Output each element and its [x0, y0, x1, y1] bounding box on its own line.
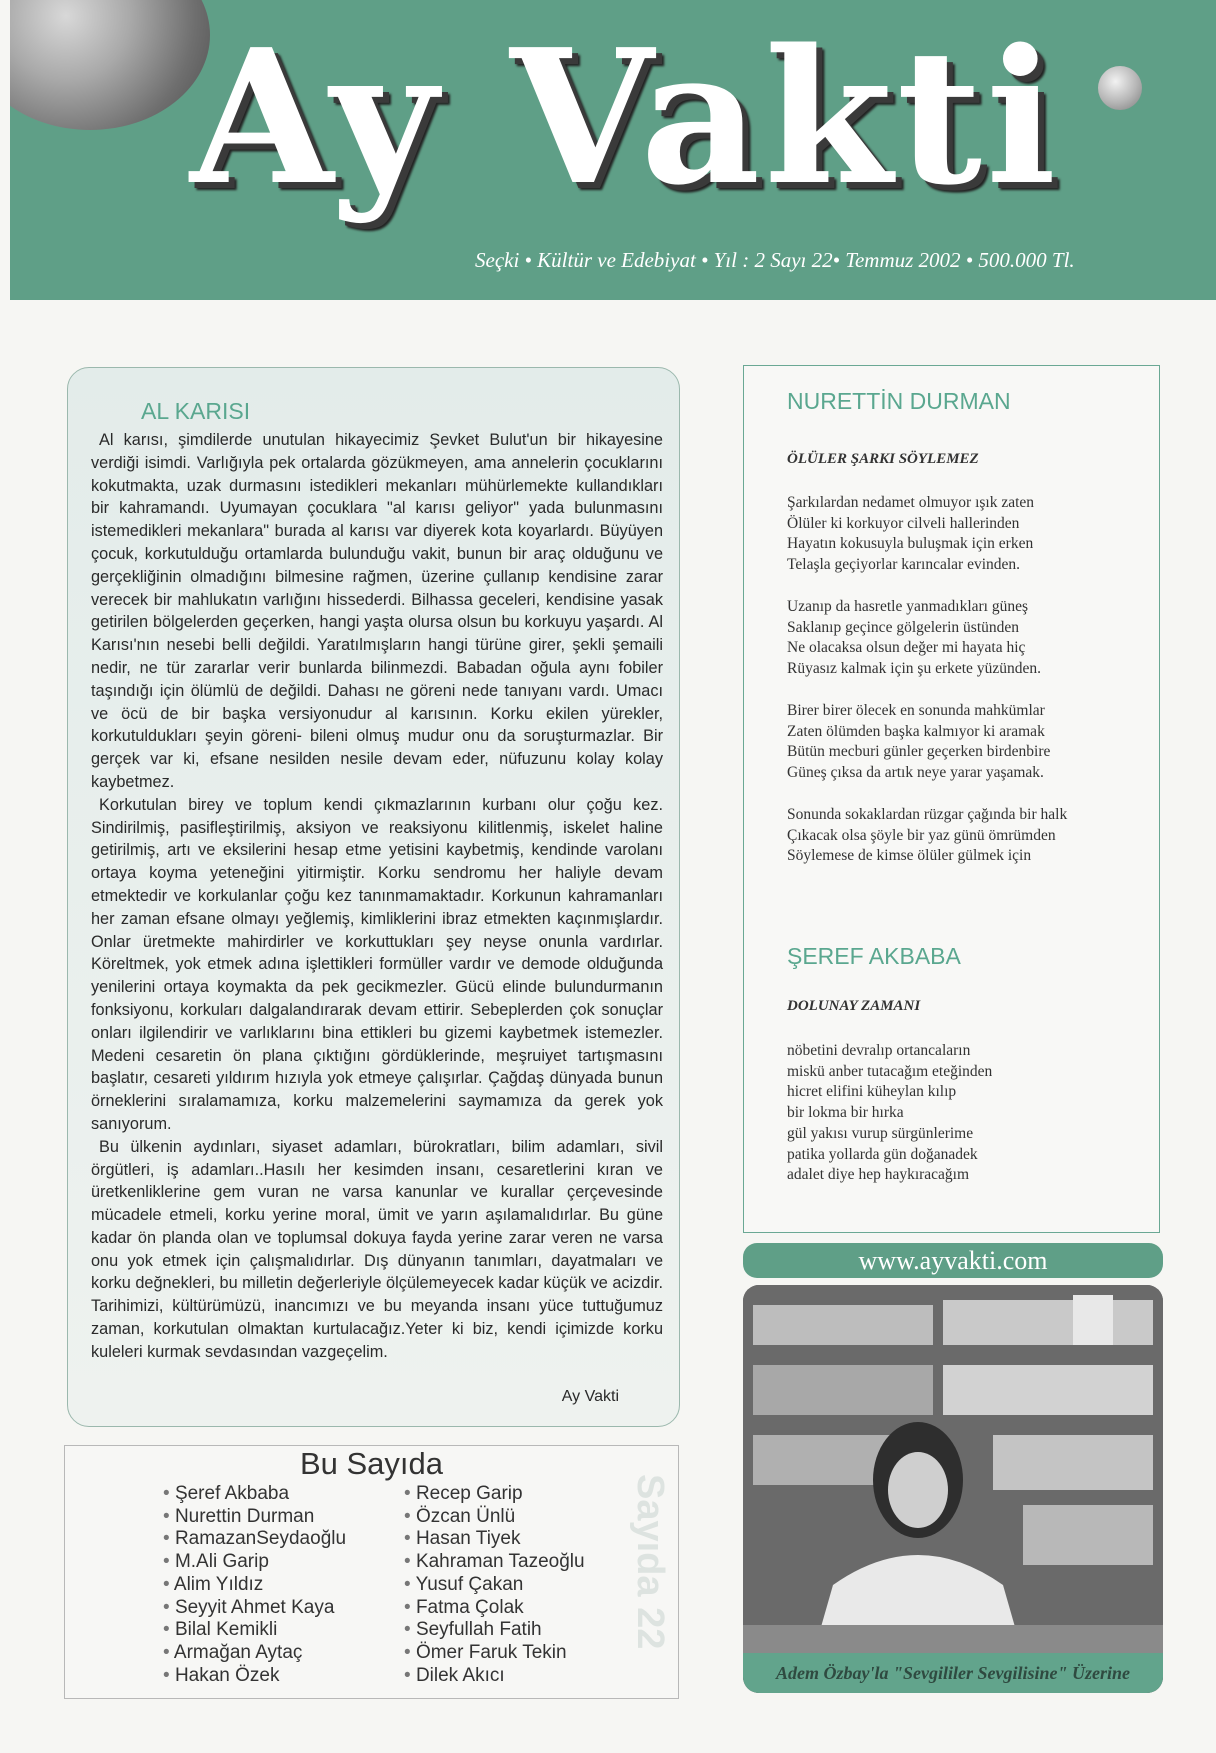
photo-caption: Adem Özbay'la "Sevgililer Sevgilisine" Üzerine: [743, 1653, 1163, 1693]
contributor: • Alim Yıldız: [163, 1574, 346, 1597]
poem-line: Çıkacak olsa şöyle bir yaz günü ömrümden: [787, 826, 1056, 844]
article-paragraph: Al karısı, şimdilerde unutulan hikayecimiz Şevket Bulut'un bir hikayesine verdiği isimdi. Varlığıyla pek ortalarda gözükmeyen, ama annelerin çocuklarını kokutmakta, uzak durmasını istedikleri mekanları mühürlemekte kullandıkları bir kahramandı. Uyumayan çocuklara "al karısı geliyor" yada bulunmasını istemedikleri mekanlara" burada al karısı var diyerek kota koyarlardı. Büyüyen çocuk, korkutulduğu ortamlarda bulunduğu vakit, bunun bir araç olduğunu ve gerçekliğinin olmadığını bilmesine rağmen, üzerine çullanıp kendisine zarar verecek bir mahlukatın varlığını hissederdi. Bilhassa geceleri, kendisine yasak getirilen bölgelerden geçerken, hangi yaşta olursa olsun bu korkuyu yaşardı. Al Karısı'nın nesebi belli değildi. Yaratılmışların hangi türüne girer, şekli şemaili nedir, ne tür zararlar verir bunlarda bilinmezdi. Babadan oğula aynı fobiler taşındığı için ölümlü de değildi. Dahası ne göreni nede tanıyanı vardı. Umacı ve öcü de bir başka versiyonudur al karısının. Korku ekilen yürekler, korkutuldukları şeyin göreni- bileni olmuş mudur onu da soruşturmazlar. Bir gerçek var ki, efsane nesilden nesile devam eder, nüfuzunu kolay kolay kaybetmez.: [91, 431, 663, 791]
watermark: Sayıda 22: [629, 1474, 671, 1650]
interview-photo: [743, 1285, 1163, 1693]
article-paragraph: Korkutulan birey ve toplum kendi çıkmazlarının kurbanı olur çoğu kez. Sindirilmiş, pasifleştirilmiş, aksiyon ve reaksiyonu kilitlenmiş, iskelet haline getirilmiş, artı ve eksilerini hesap etme yetisini kaybetmiş, kendinde varolanı ortaya koyma yeteneğini yitirmiştir. Korku sendromu her haliyle devam etmektedir ve korkulanlar çoğu kez tanınmamaktadır. Korkunun kahramanları her zaman efsane olmayı yeğlemiş, kimliklerini ibraz etmekten kaçınmışlardır. Onlar üretmekte mahirdirler ve korkuttukları şey neyse onunla vardırlar. Köreltmek, yok etmek adına işlettikleri formüller vardır ve demode olduğunda yenilerini ortaya koymakta da pek gecikmezler. Gücü elinde bulundurmanın fonksiyonu, korkuları dalgalandırarak devam ettirir. Sebeplerden çok sonuçlar onları ilgilendirir ve varlıklarını bina ettikleri bu gizemi kaybetmek istemezler. Medeni cesaretin ön plana çıktığını gördüklerinde, meşruiyet tartışmasını başlatır, cesareti yıldırım hızıyla yok etmeye çalışırlar. Çağdaş dünyada bunun örneklerini sıralamamıza, korku malzemelerini saymamıza da gerek yok sanıyorum.: [91, 795, 663, 1133]
contributors-right: [404, 1483, 585, 1687]
poem-line: Rüyasız kalmak için şu erkete yüzünden.: [787, 660, 1041, 678]
editorial-article: [67, 367, 680, 1427]
website-link[interactable]: www.ayvakti.com: [743, 1243, 1163, 1278]
masthead: [10, 0, 1216, 300]
issue-contents-title: Bu Sayıda: [299, 1446, 444, 1481]
poem-line: bir lokma bir hırka: [787, 1104, 904, 1122]
poem-line: nöbetini devralıp ortancaların: [787, 1042, 971, 1059]
poem-line: Söylemese de kimse ölüler gülmek için: [787, 847, 1032, 865]
poem-line: Zaten ölümden başka kalmıyor ki aramak: [787, 722, 1045, 740]
poet-name: ŞEREF AKBABA: [787, 943, 961, 969]
poem-line: gül yakısı vurup sürgünlerime: [787, 1124, 974, 1142]
poem-title: ÖLÜLER ŞARKI SÖYLEMEZ: [787, 451, 979, 467]
contributor: • Recep Garip: [404, 1483, 585, 1506]
poem-stanza: [787, 805, 1149, 867]
poem-stanza: [787, 597, 1149, 680]
contributor: • M.Ali Garip: [163, 1551, 346, 1574]
article-signature: Ay Vakti: [561, 1387, 619, 1405]
contributor: • Fatma Çolak: [404, 1597, 585, 1620]
poem-line: Şarkılardan nedamet olmuyor ışık zaten: [787, 494, 1035, 511]
contributor: • Kahraman Tazeoğlu: [404, 1551, 585, 1574]
poem-line: Telaşla geçiyorlar karıncalar evinden.: [787, 556, 1021, 574]
contributors-left: [163, 1483, 346, 1687]
poem-line: hicret elifini küheylan kılıp: [787, 1083, 957, 1101]
poem-title: DOLUNAY ZAMANI: [787, 998, 921, 1014]
contributor: • Şeref Akbaba: [163, 1483, 346, 1506]
photo-image: [743, 1285, 1163, 1693]
contributor: • Seyfullah Fatih: [404, 1619, 585, 1642]
poem-stanza: [787, 701, 1149, 784]
poem-line: miskü anber tutacağım eteğinden: [787, 1062, 993, 1080]
article-paragraph: Bu ülkenin aydınları, siyaset adamları, bürokratları, bilim adamları, sivil örgütleri, iş adamları..Hasılı her kesimden insanı, cesaretlerini kıran ve üretkenliklerine gem vuran ne varsa kanunlar ve kurallar çerçevesinde mücadele etmeli, korku yerine moral, ümit ve yarın aşılamalıdırlar. Bu güne kadar ön planda olan ve toplumsal dokuya fayda yerine zarar veren ne varsa onu yok etmek için çalışmalıdırlar. Dış dünyanın tanımları, dayatmaları ve korku değnekleri, bu milletin değerleriyle ölçülemeyecek kadar küçük ve acizdir. Tarihimizi, kültürümüzü, inancımızı ve bu meyanda insanı yüce tuttuğumuz zaman, korkutulan olmaktan kurtulacağız.Yeter ki biz, kendi içimizde korku kuleleri kurmak sevdasından vazgeçelim.: [91, 1137, 663, 1361]
issue-info: Seçki • Kültür ve Edebiyat • Yıl : 2 Sayı 22• Temmuz 2002 • 500.000 Tl.: [475, 248, 1075, 272]
magazine-title: Ay Vakti: [190, 8, 1061, 226]
contributor: • Nurettin Durman: [163, 1506, 346, 1529]
poem-line: Hayatın kokusuyla buluşmak için erken: [787, 535, 1034, 553]
poem-line: Uzanıp da hasretle yanmadıkları güneş: [787, 598, 1029, 615]
contributor: • Dilek Akıcı: [404, 1665, 585, 1688]
issue-contents-box: [64, 1445, 679, 1699]
left-column: [64, 367, 680, 1699]
moon-image: [10, 0, 210, 130]
contributor: • Bilal Kemikli: [163, 1619, 346, 1642]
contributor: • Ömer Faruk Tekin: [404, 1642, 585, 1665]
poem-line: adalet diye hep haykıracağım: [787, 1166, 970, 1184]
poem-stanza: [787, 1041, 1149, 1186]
contributor: • Hasan Tiyek: [404, 1528, 585, 1551]
poem-line: Ölüler ki korkuyor cilveli hallerinden: [787, 514, 1020, 532]
article-title: AL KARISI: [141, 398, 251, 424]
poem-line: Bütün mecburi günler geçerken birdenbire: [787, 743, 1051, 761]
contributor: • Hakan Özek: [163, 1665, 346, 1688]
poems-box: [743, 365, 1160, 1233]
contributor: • Seyyit Ahmet Kaya: [163, 1597, 346, 1620]
poem-line: Ne olacaksa olsun değer mi hayata hiç: [787, 639, 1026, 657]
small-moon-image: [1098, 66, 1142, 110]
poem-line: Güneş çıksa da artık neye yarar yaşamak.: [787, 764, 1044, 782]
poem-stanza: [787, 493, 1149, 576]
contributor: • Armağan Aytaç: [163, 1642, 346, 1665]
poem-line: Sonunda sokaklardan rüzgar çağında bir halk: [787, 806, 1068, 823]
poem-line: Birer birer ölecek en sonunda mahkümlar: [787, 702, 1045, 719]
poem-line: patika yollarda gün doğanadek: [787, 1145, 978, 1163]
contributor: • Yusuf Çakan: [404, 1574, 585, 1597]
poet-name: NURETTİN DURMAN: [787, 388, 1011, 414]
poem-line: Saklanıp geçince gölgelerin üstünden: [787, 618, 1020, 636]
contributor: • Özcan Ünlü: [404, 1506, 585, 1529]
contributor: • RamazanSeydaoğlu: [163, 1528, 346, 1551]
